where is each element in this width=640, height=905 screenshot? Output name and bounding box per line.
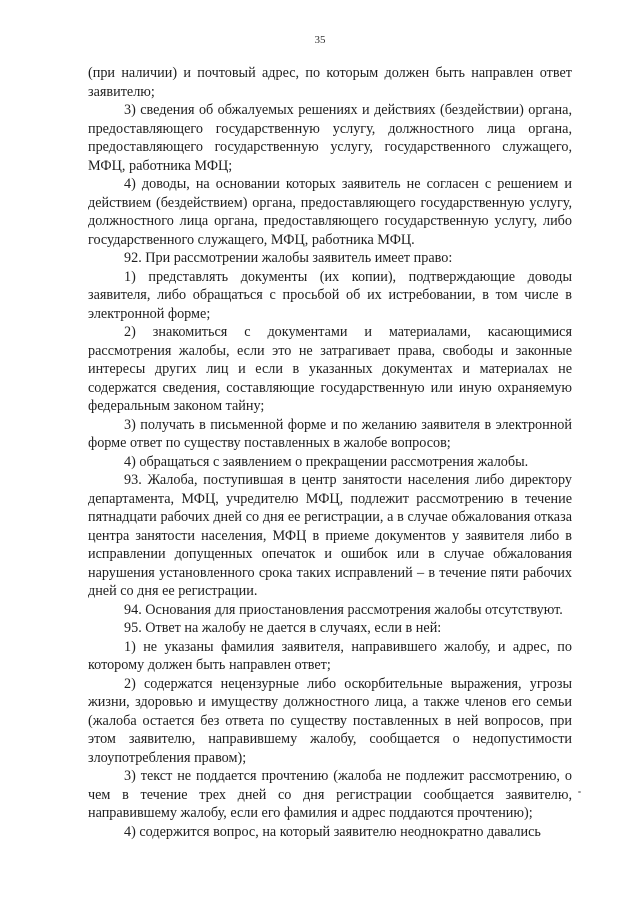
paragraph-92-item-4: 4) обращаться с заявлением о прекращении рассмотрения жалобы. xyxy=(124,453,529,470)
paragraph-item-3-appealed-decisions: 3) сведения об обжалуемых решениях и действиях (бездействии) органа, предоставляющего государственную услугу, должностного лица органа, предоставляющего государственную услугу, государственного служащего, МФЦ, работника МФЦ; xyxy=(88,102,572,174)
paragraph-92-item-3: 3) получать в письменной форме и по желанию заявителя в электронной форме ответ по существу поставленных в жалобе вопросов; xyxy=(88,416,572,451)
paragraph-94: 94. Основания для приостановления рассмотрения жалобы отсутствуют. xyxy=(124,601,563,618)
document-body xyxy=(88,64,572,841)
paragraph-item-4-arguments: 4) доводы, на основании которых заявитель не согласен с решением и действием (бездействием) органа, предоставляющего государственную услугу, должностного лица органа, предоставляющего государственную услугу, либо государственного служащего, МФЦ, работника МФЦ. xyxy=(88,176,572,248)
paragraph-address-continuation: (при наличии) и почтовый адрес, по которым должен быть направлен ответ заявителю; xyxy=(88,65,572,100)
paragraph-92-item-2: 2) знакомиться с документами и материалами, касающимися рассмотрения жалобы, если это не затрагивает права, свободы и законные интересы других лиц и если в указанных документах и материалах не содержатся сведения, составляющие государственную или иную охраняемую федеральным законом тайну; xyxy=(88,324,572,414)
paragraph-95-heading: 95. Ответ на жалобу не дается в случаях, если в ней: xyxy=(124,620,442,636)
paragraph-95-item-2: 2) содержатся нецензурные либо оскорбительные выражения, угрозы жизни, здоровью и имуществу должностного лица, а также членов его семьи (жалоба остается без ответа по существу поставленных в ней вопросов, при этом заявителю, направившему жалобу, сообщается о недопустимости злоупотребления правом); xyxy=(88,675,572,766)
paragraph-95-item-4: 4) содержится вопрос, на который заявителю неоднократно давались xyxy=(124,823,541,840)
paragraph-95-item-1: 1) не указаны фамилия заявителя, направившего жалобу, и адрес, по которому должен быть направлен ответ; xyxy=(88,638,572,673)
scan-speck xyxy=(578,791,581,793)
paragraph-92-heading: 92. При рассмотрении жалобы заявитель имеет право: xyxy=(124,250,453,266)
paragraph-92-item-1: 1) представлять документы (их копии), подтверждающие доводы заявителя, либо обращаться с просьбой об их истребовании, в том числе в электронной форме; xyxy=(88,268,572,322)
page-number: 35 xyxy=(314,34,326,46)
paragraph-93: 93. Жалоба, поступившая в центр занятости населения либо директору департамента, МФЦ, учредителю МФЦ, подлежит рассмотрению в течение пятнадцати рабочих дней со дня ее регистрации, а в случае обжалования отказа центра занятости населения, МФЦ в приеме документов у заявителя либо в исправлении допущенных опечаток и ошибок или в случае обжалования нарушения установленного срока таких исправлений – в течение пяти рабочих дней со дня ее регистрации. xyxy=(88,472,572,599)
paragraph-95-item-3: 3) текст не поддается прочтению (жалоба не подлежит рассмотрению, о чем в течение трех дней со дня регистрации сообщается заявителю, направившему жалобу, если его фамилия и адрес поддаются прочтению); xyxy=(88,768,572,821)
